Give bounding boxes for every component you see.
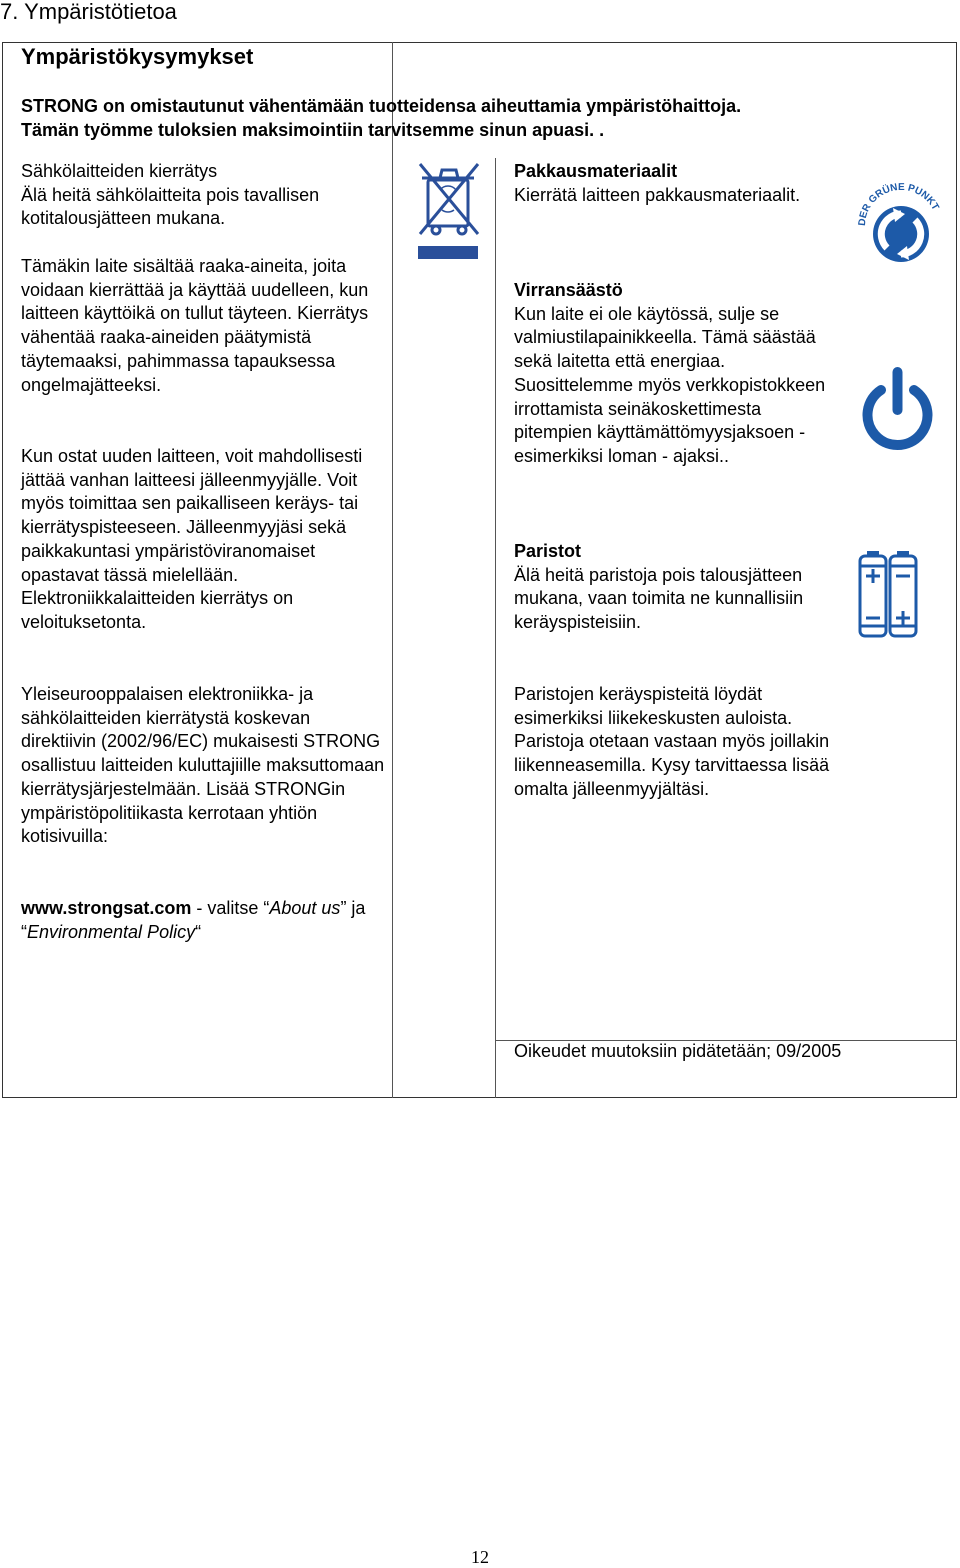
power-icon [855,362,940,457]
about-us-label: About us [269,898,341,918]
rights-reserved-note: Oikeudet muutoksiin pidätetään; 09/2005 [514,1041,842,1061]
power-text: Kun laite ei ole käytössä, sulje se valmiustilapainikkeella. Tämä säästää sekä laitetta että energiaa. Suosittelemme myös verkkopistokkeen irrottamista seinäkoskettimesta pitempien käyttämättömyysjaksoen - esimerkiksi loman - ajaksi.. [514,303,826,466]
section-heading: 7. Ympäristötietoa [0,0,177,24]
packaging-text: Kierrätä laitteen pakkausmateriaalit. [514,184,801,205]
website-link[interactable]: www.strongsat.com [21,898,192,918]
recycling-paragraph-2: Tämäkin laite sisältää raaka-aineita, joita voidaan kierrättää ja käyttää uudelleen, kun laitteen käyttöikä on tullut täyteen. Kierrätys vähentää raaka-aineiden päätymistä täytemaaksi, pahimmassa tapauksessa ongelmajätteeksi. [21,256,369,395]
green-dot-label: DER GRÜNE PUNKT [856,181,941,227]
intro-text [21,95,941,142]
intro-line-1: STRONG on omistautunut vähentämään tuotteidensa aiheuttamia ympäristöhaittoja. [21,96,742,116]
recycling-section [21,160,386,231]
recycling-paragraph-3: Kun ostat uuden laitteen, voit mahdollisesti jättää vanhan laitteesi jälleenmyyjälle. Voit myös toimittaa sen paikalliseen keräys- tai kierrätyspisteeseen. Jälleenmyyjäsi sekä paikkakuntasi ympäristöviranomaiset opastavat tässä mielellään. Elektroniikkalaitteiden kierrätys on veloituksetonta. [21,446,363,632]
page-number: 12 [471,1547,489,1567]
green-dot-icon [853,178,948,273]
environmental-policy-label: Environmental Policy [27,921,196,942]
intro-line-2: Tämän työmme tuloksien maksimointiin tarvitsemme sinun apuasi. . [21,119,605,140]
page-title: Ympäristökysymykset [21,44,254,69]
crossed-out-bin-icon [408,160,488,265]
battery-text: Älä heitä paristoja pois talousjätteen mukana, vaan toimita ne kunnallisiin keräyspisteisiin. [514,564,804,633]
battery-icon [855,548,925,643]
power-title: Virransäästö [514,280,623,300]
column-divider-right [495,158,496,1098]
recycling-title: Sähkölaitteiden kierrätys [21,161,218,181]
website-instruction: www.strongsat.com - valitse “About us” ja “Environmental Policy“ [21,898,366,942]
battery-text-2: Paristojen keräyspisteitä löydät esimerkiksi liikekeskusten auloista. Paristoja otetaan vastaan myös joillakin liikenneasemilla. Kysy tarvittaessa lisää omalta jälleenmyyjältäsi. [514,684,830,799]
battery-title: Paristot [514,541,582,561]
packaging-section [514,160,834,207]
battery-section [514,540,834,635]
directive-paragraph: Yleiseurooppalaisen elektroniikka- ja sähkölaitteiden kierrätystä koskevan direktiivin (2002/96/EC) mukaisesti STRONG osallistuu laitteiden kuluttajiille maksuttomaan kierrätysjärjestelmään. Lisää STRONGin ympäristöpolitiikasta kerrotaan yhtiön kotisivuilla: [21,684,385,847]
packaging-title: Pakkausmateriaalit [514,161,678,181]
column-divider-left [392,42,393,1098]
power-section [514,279,834,469]
recycling-text: Älä heitä sähkölaitteita pois tavallisen kotitalousjätteen mukana. [21,184,320,229]
